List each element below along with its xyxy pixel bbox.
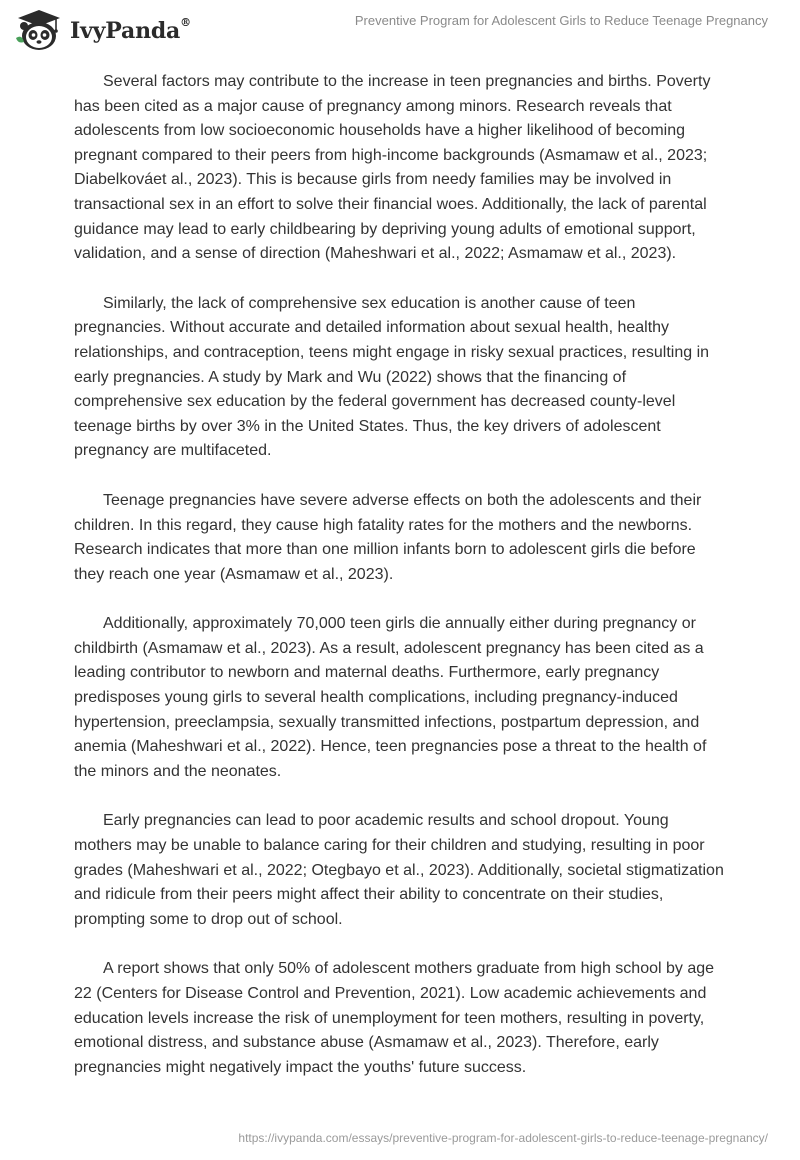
essay-body (74, 70, 729, 1105)
paragraph: Teenage pregnancies have severe adverse effects on both the adolescents and their children. In this regard, they cause high fatality rates for the mothers and the newborns. Research indicates that more than one million infants born to adolescent girls die before they reach one year (Asmamaw et al., 2023). (74, 491, 702, 583)
document-title: Preventive Program for Adolescent Girls to Reduce Teenage Pregnancy (354, 13, 768, 28)
page-header (0, 0, 800, 60)
paragraph: Similarly, the lack of comprehensive sex education is another cause of teen pregnancies. Without accurate and detailed information about sexual health, healthy relationships, and contraception, teens might engage in risky sexual practices, resulting in early pregnancies. A study by Mark and Wu (2022) shows that the financing of comprehensive sex education by the federal government has decreased county-level teenage births by over 3% in the United States. Thus, the key drivers of adolescent pregnancy are multifaceted. (74, 294, 710, 460)
brand-logo[interactable] (14, 8, 191, 52)
paragraph: Additionally, approximately 70,000 teen girls die annually either during pregnancy or childbirth (Asmamaw et al., 2023). As a result, adolescent pregnancy has been cited as a leading contributor to newborn and maternal deaths. Furthermore, early pregnancy predisposes young girls to several health complications, including pregnancy-induced hypertension, preeclampsia, sexually transmitted infections, postpartum depression, and anemia (Maheshwari et al., 2022). Hence, teen pregnancies pose a threat to the health of the minors and the neonates. (74, 615, 707, 780)
panda-graduate-logo-icon (14, 8, 64, 52)
paragraph: A report shows that only 50% of adolescent mothers graduate from high school by age 22 (Centers for Disease Control and Prevention, 2021). Low academic achievements and education levels increase the risk of unemployment for teen mothers, resulting in poverty, emotional distress, and substance abuse (Asmamaw et al., 2023). Therefore, early pregnancies might negatively impact the youths' future success. (74, 960, 715, 1076)
paragraph: Early pregnancies can lead to poor academic results and school dropout. Young mothers may be unable to balance caring for their children and studying, resulting in poor grades (Maheshwari et al., 2022; Otegbayo et al., 2023). Additionally, societal stigmatization and ridicule from their peers might affect their ability to concentrate on their studies, prompting some to drop out of school. (74, 812, 724, 928)
brand-name: IvyPanda® (70, 15, 191, 44)
source-url[interactable]: https://ivypanda.com/essays/preventive-program-for-adolescent-girls-to-reduce-teenage-pregnancy/ (238, 1131, 768, 1145)
paragraph: Several factors may contribute to the increase in teen pregnancies and births. Poverty has been cited as a major cause of pregnancy among minors. Research reveals that adolescents from low socioeconomic households have a higher likelihood of becoming pregnant compared to their peers from high-income backgrounds (Asmamaw et al., 2023; Diabelkováet al., 2023). This is because girls from needy families may be involved in transactional sex in an effort to solve their financial woes. Additionally, the lack of parental guidance may lead to early childbearing by depriving young adults of emotional support, validation, and a sense of direction (Maheshwari et al., 2022; Asmamaw et al., 2023). (74, 73, 711, 263)
